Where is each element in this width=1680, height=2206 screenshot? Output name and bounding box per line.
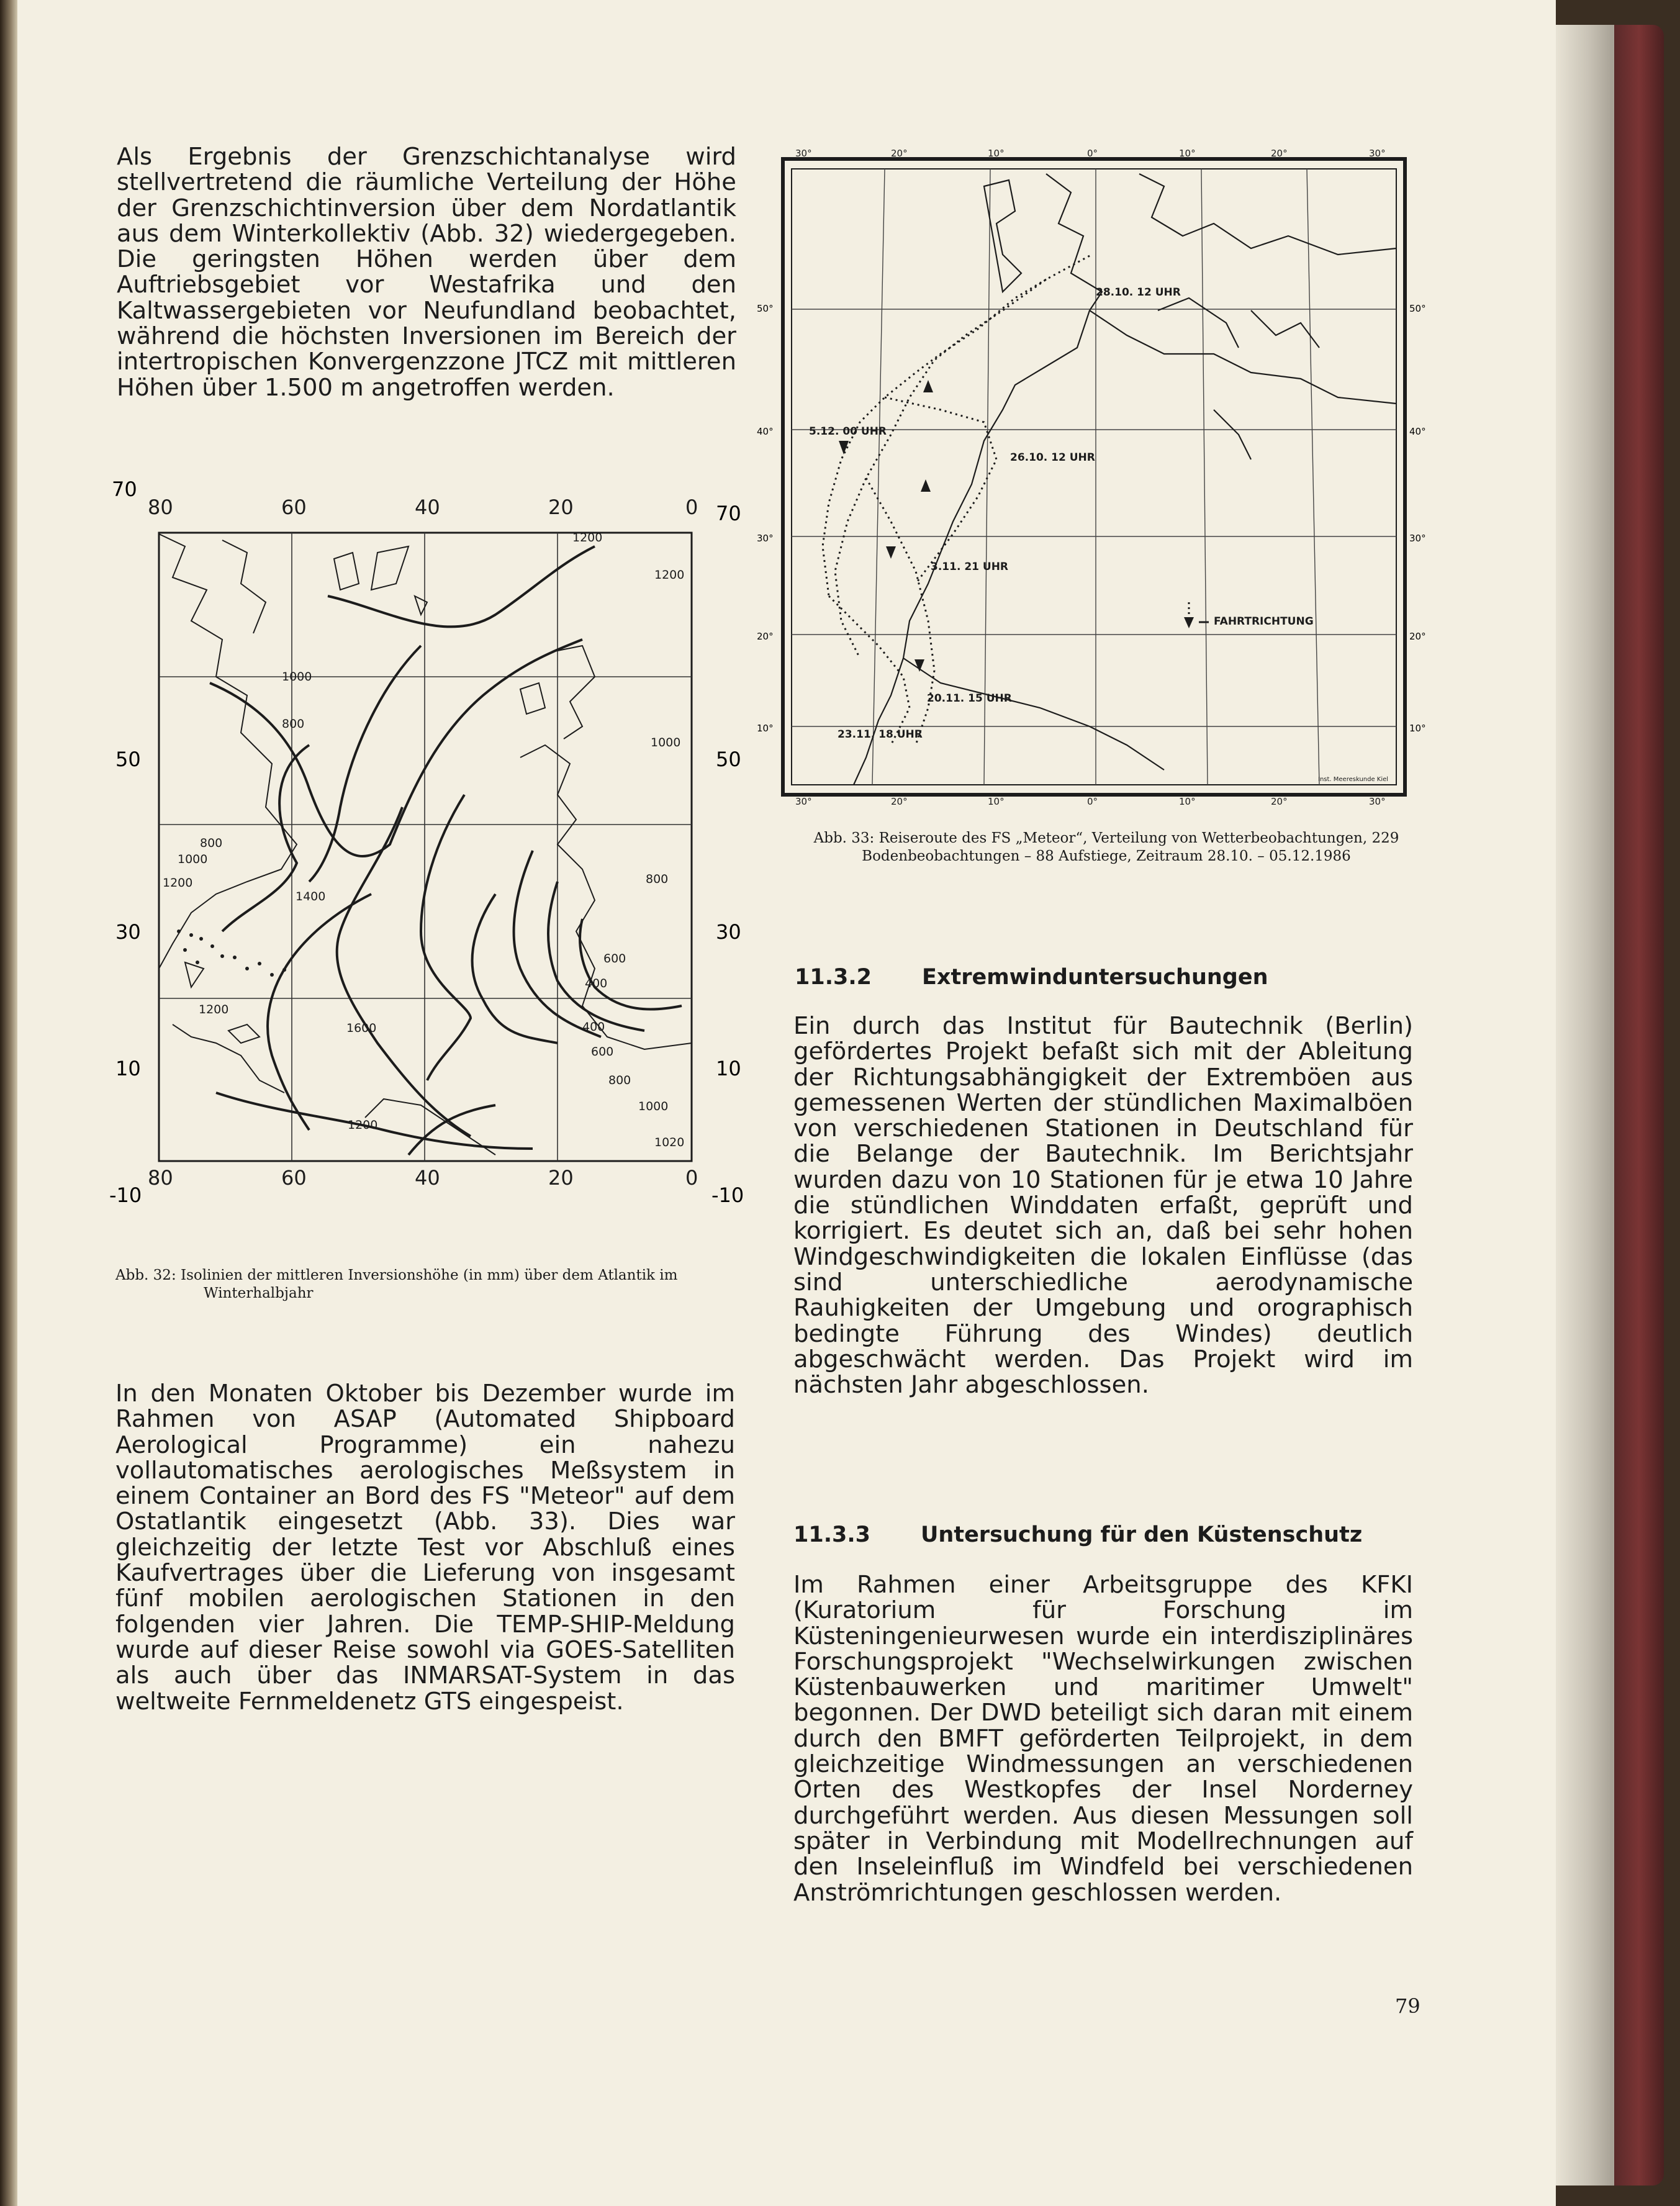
lon-label: 40 (415, 497, 440, 519)
lat-label: 50° (1409, 303, 1426, 314)
lon-label: 30° (1369, 149, 1386, 159)
lat-label: 70 (112, 477, 137, 501)
lat-label: -10 (109, 1183, 142, 1207)
route-label: 20.11. 15 UHR (927, 692, 1012, 705)
caption-line: Bodenbeobachtungen – 88 Aufstiege, Zeitraum 28.10. – 05.12.1986 (862, 848, 1351, 864)
lat-label: 70 (716, 502, 741, 525)
lon-label: 20° (891, 796, 908, 807)
route-label: 5.12. 00 UHR (809, 425, 887, 438)
caption-line: Winterhalbjahr (204, 1285, 314, 1301)
lat-label: 10° (1409, 723, 1426, 734)
section-heading-11-3-2 (795, 965, 1268, 990)
isoline-label: 1000 (282, 670, 312, 684)
lat-label: 10° (757, 723, 774, 734)
isoline-label: 1200 (163, 876, 193, 890)
lon-label: 10° (988, 149, 1005, 159)
isoline-label: 600 (591, 1045, 614, 1059)
lat-label: 30 (716, 920, 741, 944)
isoline-label: 1000 (651, 736, 681, 749)
lat-label: 20° (757, 631, 774, 642)
section-number: 11.3.2 (795, 965, 872, 990)
section-number: 11.3.3 (793, 1522, 871, 1547)
caption-line: Abb. 33: Reiseroute des FS „Meteor“, Verteilung von Wetterbeobachtungen, 229 (813, 830, 1399, 846)
isoline-label: 1200 (572, 531, 603, 545)
figure-32-caption (115, 1267, 724, 1303)
route-label: 23.11. 18 UHR (838, 728, 923, 741)
lon-label: 0° (1087, 149, 1098, 159)
section-heading-11-3-3 (793, 1522, 1362, 1547)
left-paragraph-1 (117, 144, 736, 400)
lat-label: 30 (115, 920, 141, 944)
lon-label: 40 (415, 1166, 440, 1190)
lon-label: 20 (548, 497, 574, 519)
paragraph-text: Als Ergebnis der Grenzschichtanalyse wird stellvertretend die räumliche Verteilung der Höhe der Grenzschichtinversion über dem Nordatlantik aus dem Winterkollektiv (Abb. 32) wiedergegeben. Die geringsten Höhen werden über dem Auftriebsgebiet vor Westafrika und den Kaltwassergebieten vor Neufundland beobachtet, während die höchsten Inversionen im Bereich der intertropischen Konvergenzzone JTCZ mit mittleren Höhen über 1.500 m angetroffen werden. (117, 143, 736, 402)
lat-label: -10 (711, 1183, 744, 1207)
isoline-label: 1000 (178, 852, 208, 866)
figure-33-caption (796, 830, 1417, 866)
figure-32-map (148, 497, 707, 1192)
isoline-label: 400 (585, 977, 608, 990)
lat-label: 50° (757, 303, 774, 314)
route-label: 28.10. 12 UHR (1096, 286, 1181, 299)
lat-label: 40° (1409, 426, 1426, 437)
isoline-label: 1200 (199, 1003, 229, 1016)
isoline-label: 800 (282, 717, 305, 731)
section-title: Extremwinduntersuchungen (922, 965, 1268, 990)
book-gutter (0, 0, 17, 2206)
book-cover (1614, 25, 1664, 2186)
lon-label: 10° (1179, 149, 1196, 159)
lat-label: 50 (115, 748, 141, 771)
isoline-label: 1200 (348, 1118, 378, 1132)
lat-label: 10 (716, 1057, 741, 1080)
lat-label: 20° (1409, 631, 1426, 642)
isoline-label: 800 (608, 1074, 631, 1087)
lon-label: 20° (1271, 796, 1288, 807)
isoline-label: 400 (582, 1020, 605, 1034)
lon-label: 60 (281, 1166, 307, 1190)
lat-label: 30° (757, 533, 774, 544)
isoline-label: 1400 (296, 890, 326, 903)
paragraph-text: In den Monaten Oktober bis Dezember wurde im Rahmen von ASAP (Automated Shipboard Aerological Programme) ein nahezu vollautomatisches aerologisches Meßsystem in einem Container an Bord des FS "Meteor" auf dem Ostatlantik eingesetzt (Abb. 33). Dies war gleichzeitig der letzte Test vor Abschluß eines Kaufvertrages über die Lieferung von insgesamt fünf mobilen aerologischen Stationen in den folgenden vier Jahren. Die TEMP-SHIP-Meldung wurde auf dieser Reise sowohl via GOES-Satelliten als auch über das INMARSAT-System in das weltweite Fernmeldenetz GTS eingespeist. (115, 1380, 735, 1716)
isoline-label: 1200 (654, 568, 685, 582)
right-paragraph-2 (793, 1572, 1413, 1905)
lon-label: 0° (1087, 796, 1098, 807)
lat-label: 30° (1409, 533, 1426, 544)
lon-label: 30° (795, 796, 812, 807)
isoline-label: 1600 (346, 1021, 377, 1035)
paragraph-text: Ein durch das Institut für Bautechnik (Berlin) gefördertes Projekt befaßt sich mit der Ableitung der Richtungsabhängigkeit der Extremböen aus gemessenen Werten der stündlichen Maximalböen von verschiedenen Stationen in Deutschland für die Belange der Bautechnik. Im Berichtsjahr wurden dazu von 10 Stationen für je etwa 10 Jahre die stündlichen Winddaten erfaßt, geprüft und korrigiert. Es deutet sich an, daß bei sehr hohen Windgeschwindigkeiten die lokalen Einflüsse (das sind unterschiedliche aerodynamische Rauhigkeiten der Umgebung und orographisch bedingte Führung des Windes) deutlich abgeschwächt werden. Das Projekt wird im nächsten Jahr abgeschlossen. (793, 1012, 1413, 1399)
lon-label: 30° (1369, 796, 1386, 807)
lon-label: 0 (685, 1166, 698, 1190)
isoline-label: 1020 (654, 1136, 685, 1149)
lon-label: 0 (685, 497, 698, 519)
route-label: 3.11. 21 UHR (931, 561, 1009, 573)
section-title: Untersuchung für den Küstenschutz (921, 1522, 1363, 1547)
page-number: 79 (1395, 1994, 1420, 2018)
lon-label: 10° (1179, 796, 1196, 807)
lon-label: 20° (891, 149, 908, 159)
lon-label: 60 (281, 497, 307, 519)
lat-label: 40° (757, 426, 774, 437)
lon-label: 30° (795, 149, 812, 159)
isoline-label: 600 (603, 952, 626, 965)
caption-line: Abb. 32: Isolinien der mittleren Inversionshöhe (in mm) über dem Atlantik im (115, 1267, 678, 1283)
lon-label: 20 (548, 1166, 574, 1190)
figure-33-map (779, 149, 1412, 807)
isoline-label: 800 (646, 872, 669, 886)
lon-label: 20° (1271, 149, 1288, 159)
isoline-label: 800 (200, 836, 223, 850)
route-label: 26.10. 12 UHR (1010, 451, 1095, 464)
paragraph-text: Im Rahmen einer Arbeitsgruppe des KFKI (Kuratorium für Forschung im Küsteningenieurwesen wurde ein interdisziplinäres Forschungsprojekt "Wechselwirkungen zwischen Küstenbauwerken und maritimer Umwelt" begonnen. Der DWD beteiligt sich daran mit einem durch den BMFT geförderten Teilprojekt, in dem gleichzeitige Windmessungen an verschiedenen Orten des Westkopfes der Insel Norderney durchgeführt werden. Aus diesen Messungen soll später in Verbindung mit Modellrechnungen auf den Inseleinfluß im Windfeld bei verschiedenen Anströmrichtungen geschlossen werden. (793, 1571, 1413, 1907)
lon-label: 10° (988, 796, 1005, 807)
lon-label: 80 (148, 497, 173, 519)
route-legend: FAHRTRICHTUNG (1214, 615, 1314, 628)
map-imprint: Inst. Meereskunde Kiel (1318, 776, 1389, 783)
lon-label: 80 (148, 1166, 173, 1190)
right-paragraph-1 (793, 1013, 1413, 1398)
isoline-label: 1000 (638, 1100, 669, 1113)
lat-label: 10 (115, 1057, 141, 1080)
lat-label: 50 (716, 748, 741, 771)
left-paragraph-2 (115, 1381, 735, 1714)
